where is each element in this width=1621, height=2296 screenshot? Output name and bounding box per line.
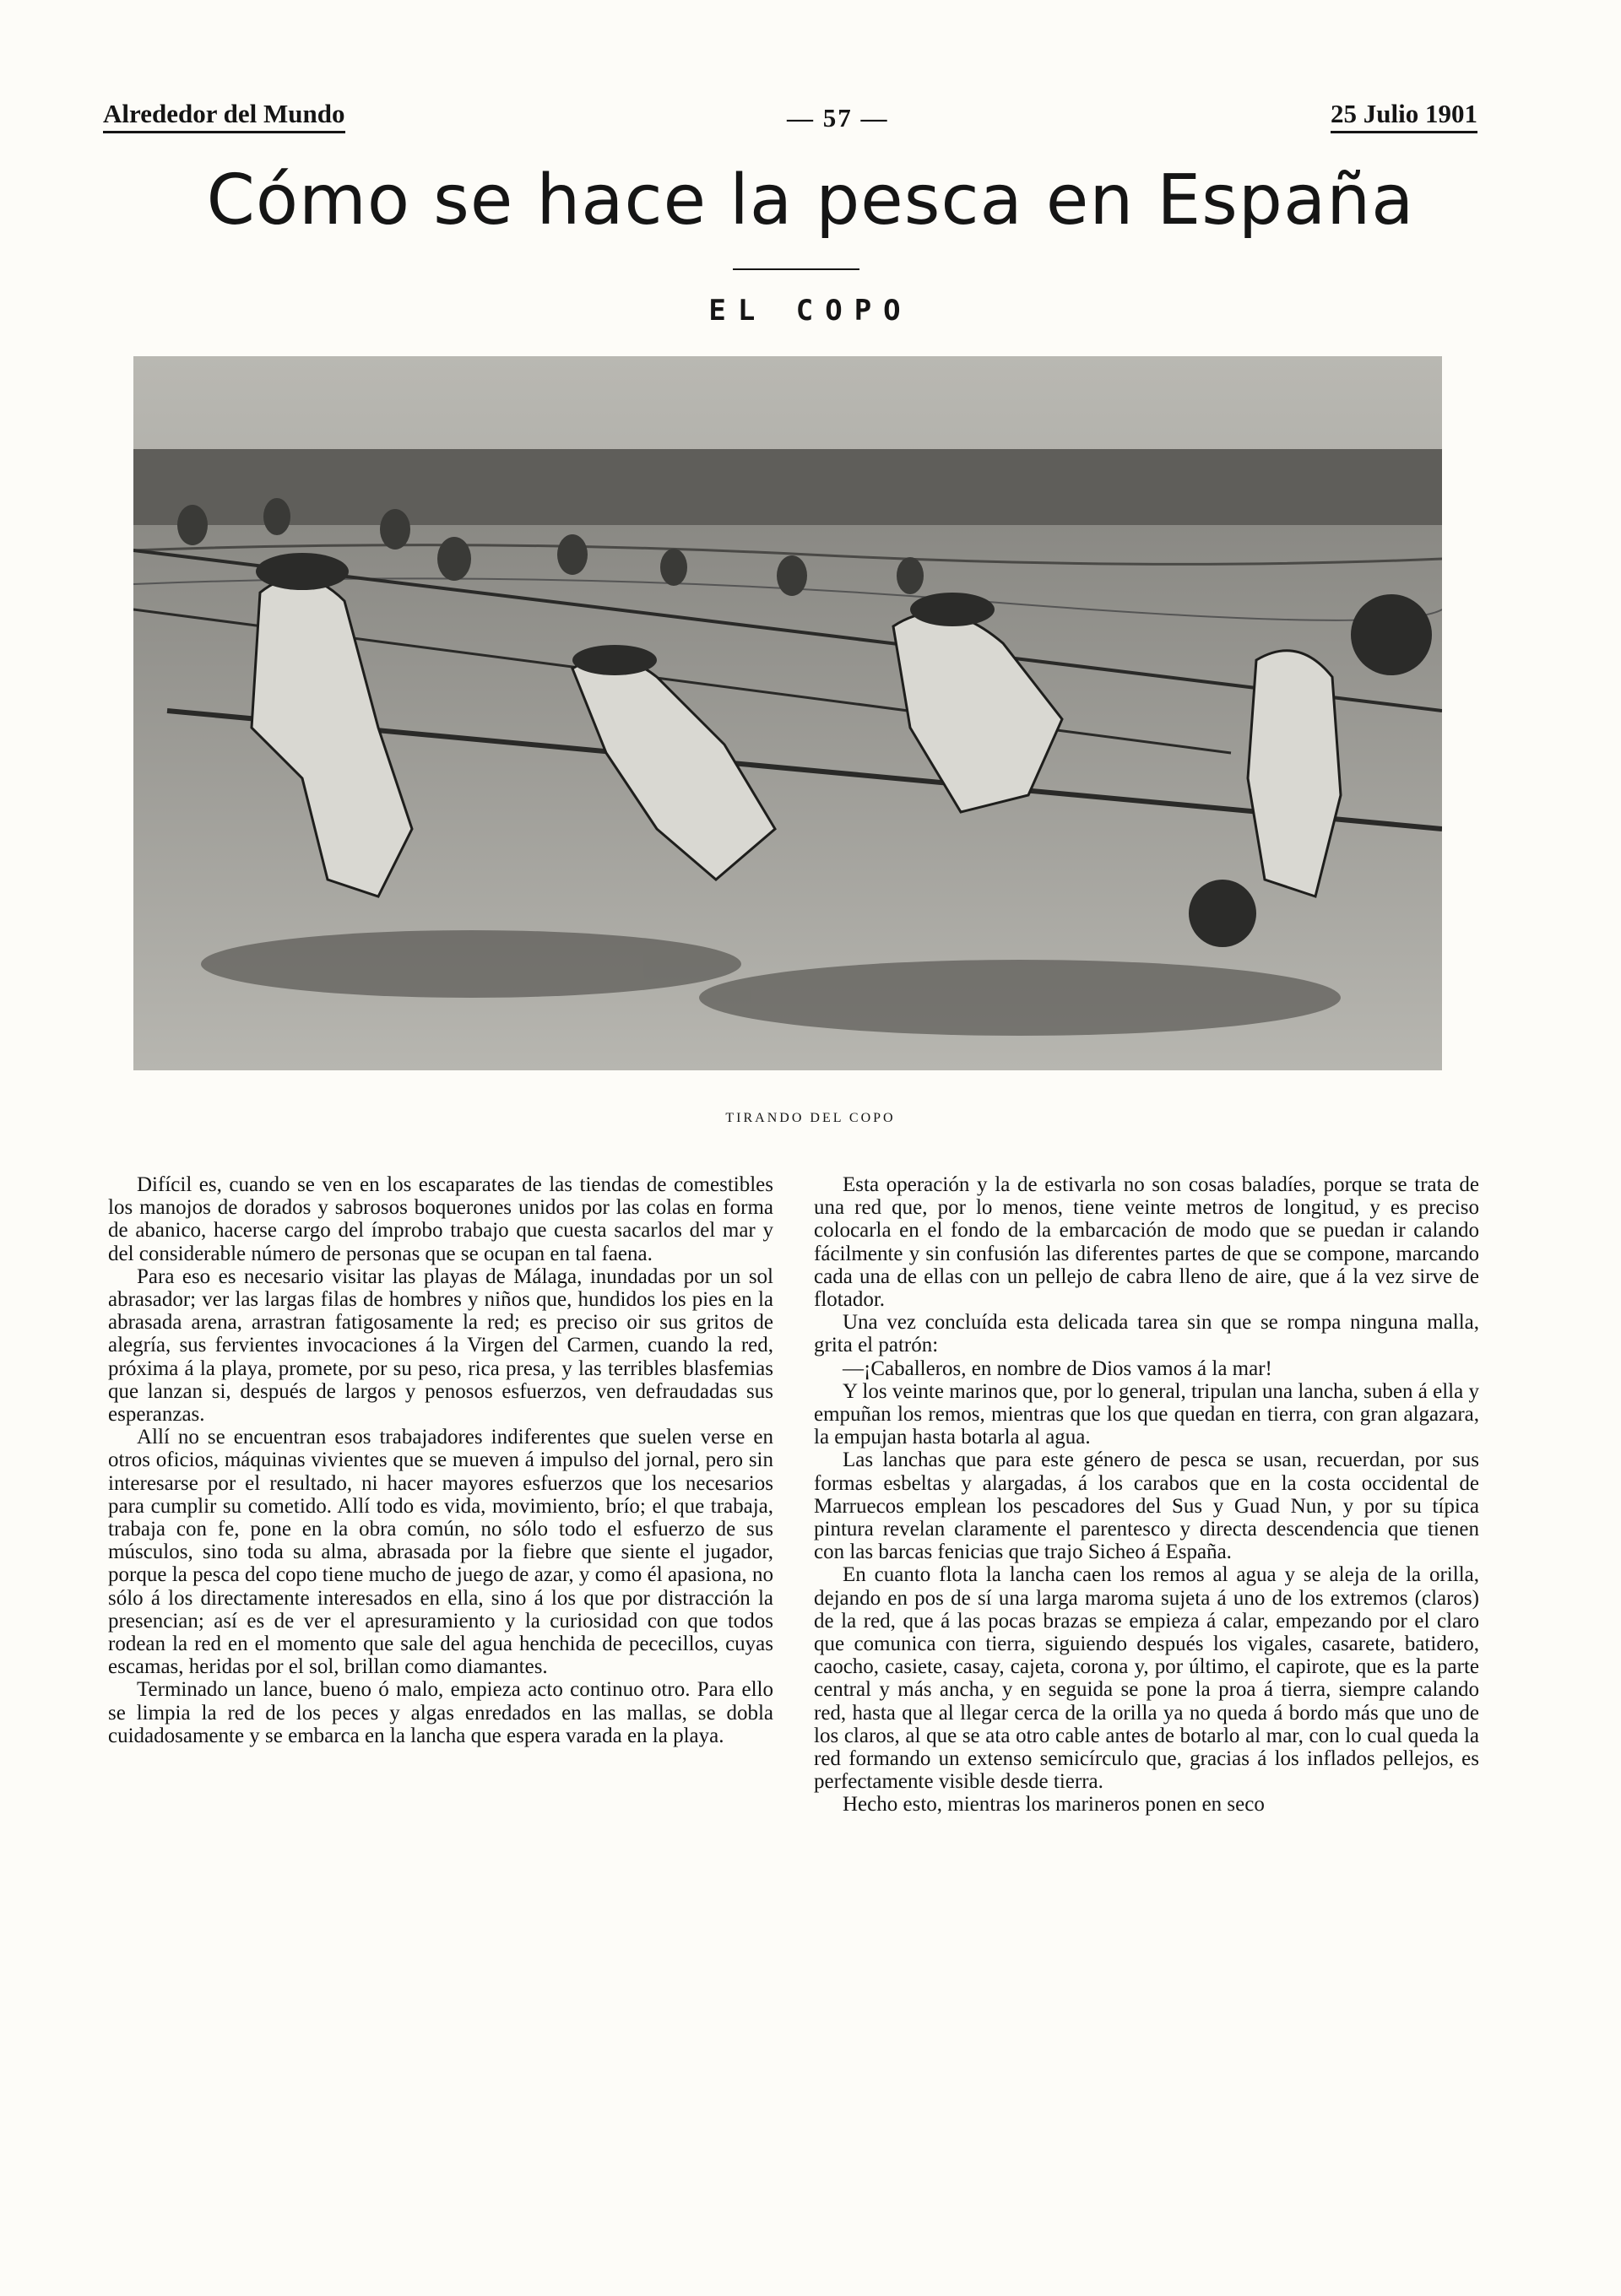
paragraph: Y los veinte marinos que, por lo general, tripulan una lancha, suben á ella y empuñan los remos, mientras que los que quedan en tierra, con gran algazara, la empujan hasta botarla al agua. (814, 1379, 1479, 1449)
publication-name: Alrededor del Mundo (103, 99, 345, 133)
paragraph: Una vez concluída esta delicada tarea sin que se rompa ninguna malla, grita el patrón: (814, 1311, 1479, 1357)
issue-date: 25 Julio 1901 (1331, 99, 1477, 133)
paragraph: Hecho esto, mientras los marineros ponen en seco (843, 1793, 1265, 1817)
paragraph: Difícil es, cuando se ven en los escaparates de las tiendas de comestibles los manojos de dorados y sabrosos boquerones unidos por las colas en forma de abanico, hacerse cargo del ímprobo trabajo que cuesta sacarlos del mar y del considerable número de personas que se ocupan en tal faena. (108, 1173, 773, 1265)
paragraph: Para eso es necesario visitar las playas de Málaga, inundadas por un sol abrasador; ver las largas filas de hombres y niños que, hundidos los pies en la abrasada arena, arrastran fatigosamente la red; es preciso oir sus gritos de alegría, sus fervientes invocaciones á la Virgen del Carmen, cuando la red, próxima á la playa, promete, por su peso, rica presa, y las terribles blasfemias que lanzan si, después de largos y penosos esfuerzos, ven defraudadas sus esperanzas. (108, 1264, 773, 1427)
title-divider (733, 268, 859, 270)
article-subtitle: EL COPO (708, 294, 913, 328)
paragraph: —¡Caballeros, en nombre de Dios vamos á la mar! (843, 1356, 1272, 1380)
article-column-left (108, 1173, 773, 1747)
running-header (103, 91, 1477, 133)
paragraph: Las lanchas que para este género de pesca se usan, recuerdan, por sus formas esbeltas y alargadas, á los carabos que en la costa occidental de Marruecos emplean los pescadores del Sus y Guad Nun, y por su típica pintura revelan claramente el parentesco y directa descendencia que tienen con las barcas fenicias que trajo Sicheo á España. (814, 1449, 1479, 1564)
paragraph: Allí no se encuentran esos trabajadores indiferentes que suelen verse en otros oficios, máquinas vivientes que se mueven á impulso del jornal, pero sin interesarse por el resultado, ni hacer mayores esfuerzos que los necesarios para cumplir su cometido. Allí todo es vida, movimiento, brío; el que trabaja, trabaja con fe, pone en la obra común, no sólo todo el esfuerzo de sus músculos, sino toda su alma, abrasada por la fiebre que siente el jugador, porque la pesca del copo tiene mucho de juego de azar, y como él apasiona, no sólo á los directamente interesados en ella, sino á los que por distracción la presencian; así es de ver el apresuramiento y la curiosidad con que todos rodean la red en el momento que sale del agua henchida de pececillos, cuyas escamas, heridas por el sol, brillan como diamantes. (108, 1426, 773, 1679)
article-title: Cómo se hace la pesca en España (206, 160, 1415, 241)
paragraph: Esta operación y la de estivarla no son cosas baladíes, porque se trata de una red que, por lo menos, tiene veinte metros de longitud, y es preciso colocarla en el fondo de la embarcación de modo que se puedan ir calando fácilmente y sin confusión las diferentes partes de que se compone, marcando cada una de ellas con un pellejo de cabra lleno de aire, que á la vez sirve de flotador. (814, 1173, 1479, 1312)
illustration-drawing (133, 356, 1442, 1070)
paragraph: Terminado un lance, bueno ó malo, empieza acto continuo otro. Para ello se limpia la red de los peces y algas enredados en las mallas, se dobla cuidadosamente y se embarca en la lancha que espera varada en la playa. (108, 1678, 773, 1747)
article-column-right (814, 1173, 1479, 1817)
paragraph: En cuanto flota la lancha caen los remos al agua y se aleja de la orilla, dejando en pos de sí una larga maroma sujeta á uno de los extremos (claros) de la red, que á las pocas brazas se empieza á calar, empezando por el claro que comunica con tierra, siguiendo después los vigales, casarete, batidero, caocho, casiete, casay, cajeta, corona y, por último, el capirote, que es la parte central y más ancha, y en seguida se pone la proa á tierra, siempre calando red, hasta que al llegar cerca de la orilla ya no queda á bordo más que uno de los claros, al que se ata otro cable antes de botarlo al mar, con lo cual queda la red formando un extenso semicírculo que, gracias á los inflados pellejos, es perfectamente visible desde tierra. (814, 1563, 1479, 1794)
illustration-caption: TIRANDO DEL COPO (725, 1111, 896, 1125)
page-number: — 57 — (787, 103, 889, 133)
fishermen-pulling-net-illustration (133, 356, 1442, 1070)
